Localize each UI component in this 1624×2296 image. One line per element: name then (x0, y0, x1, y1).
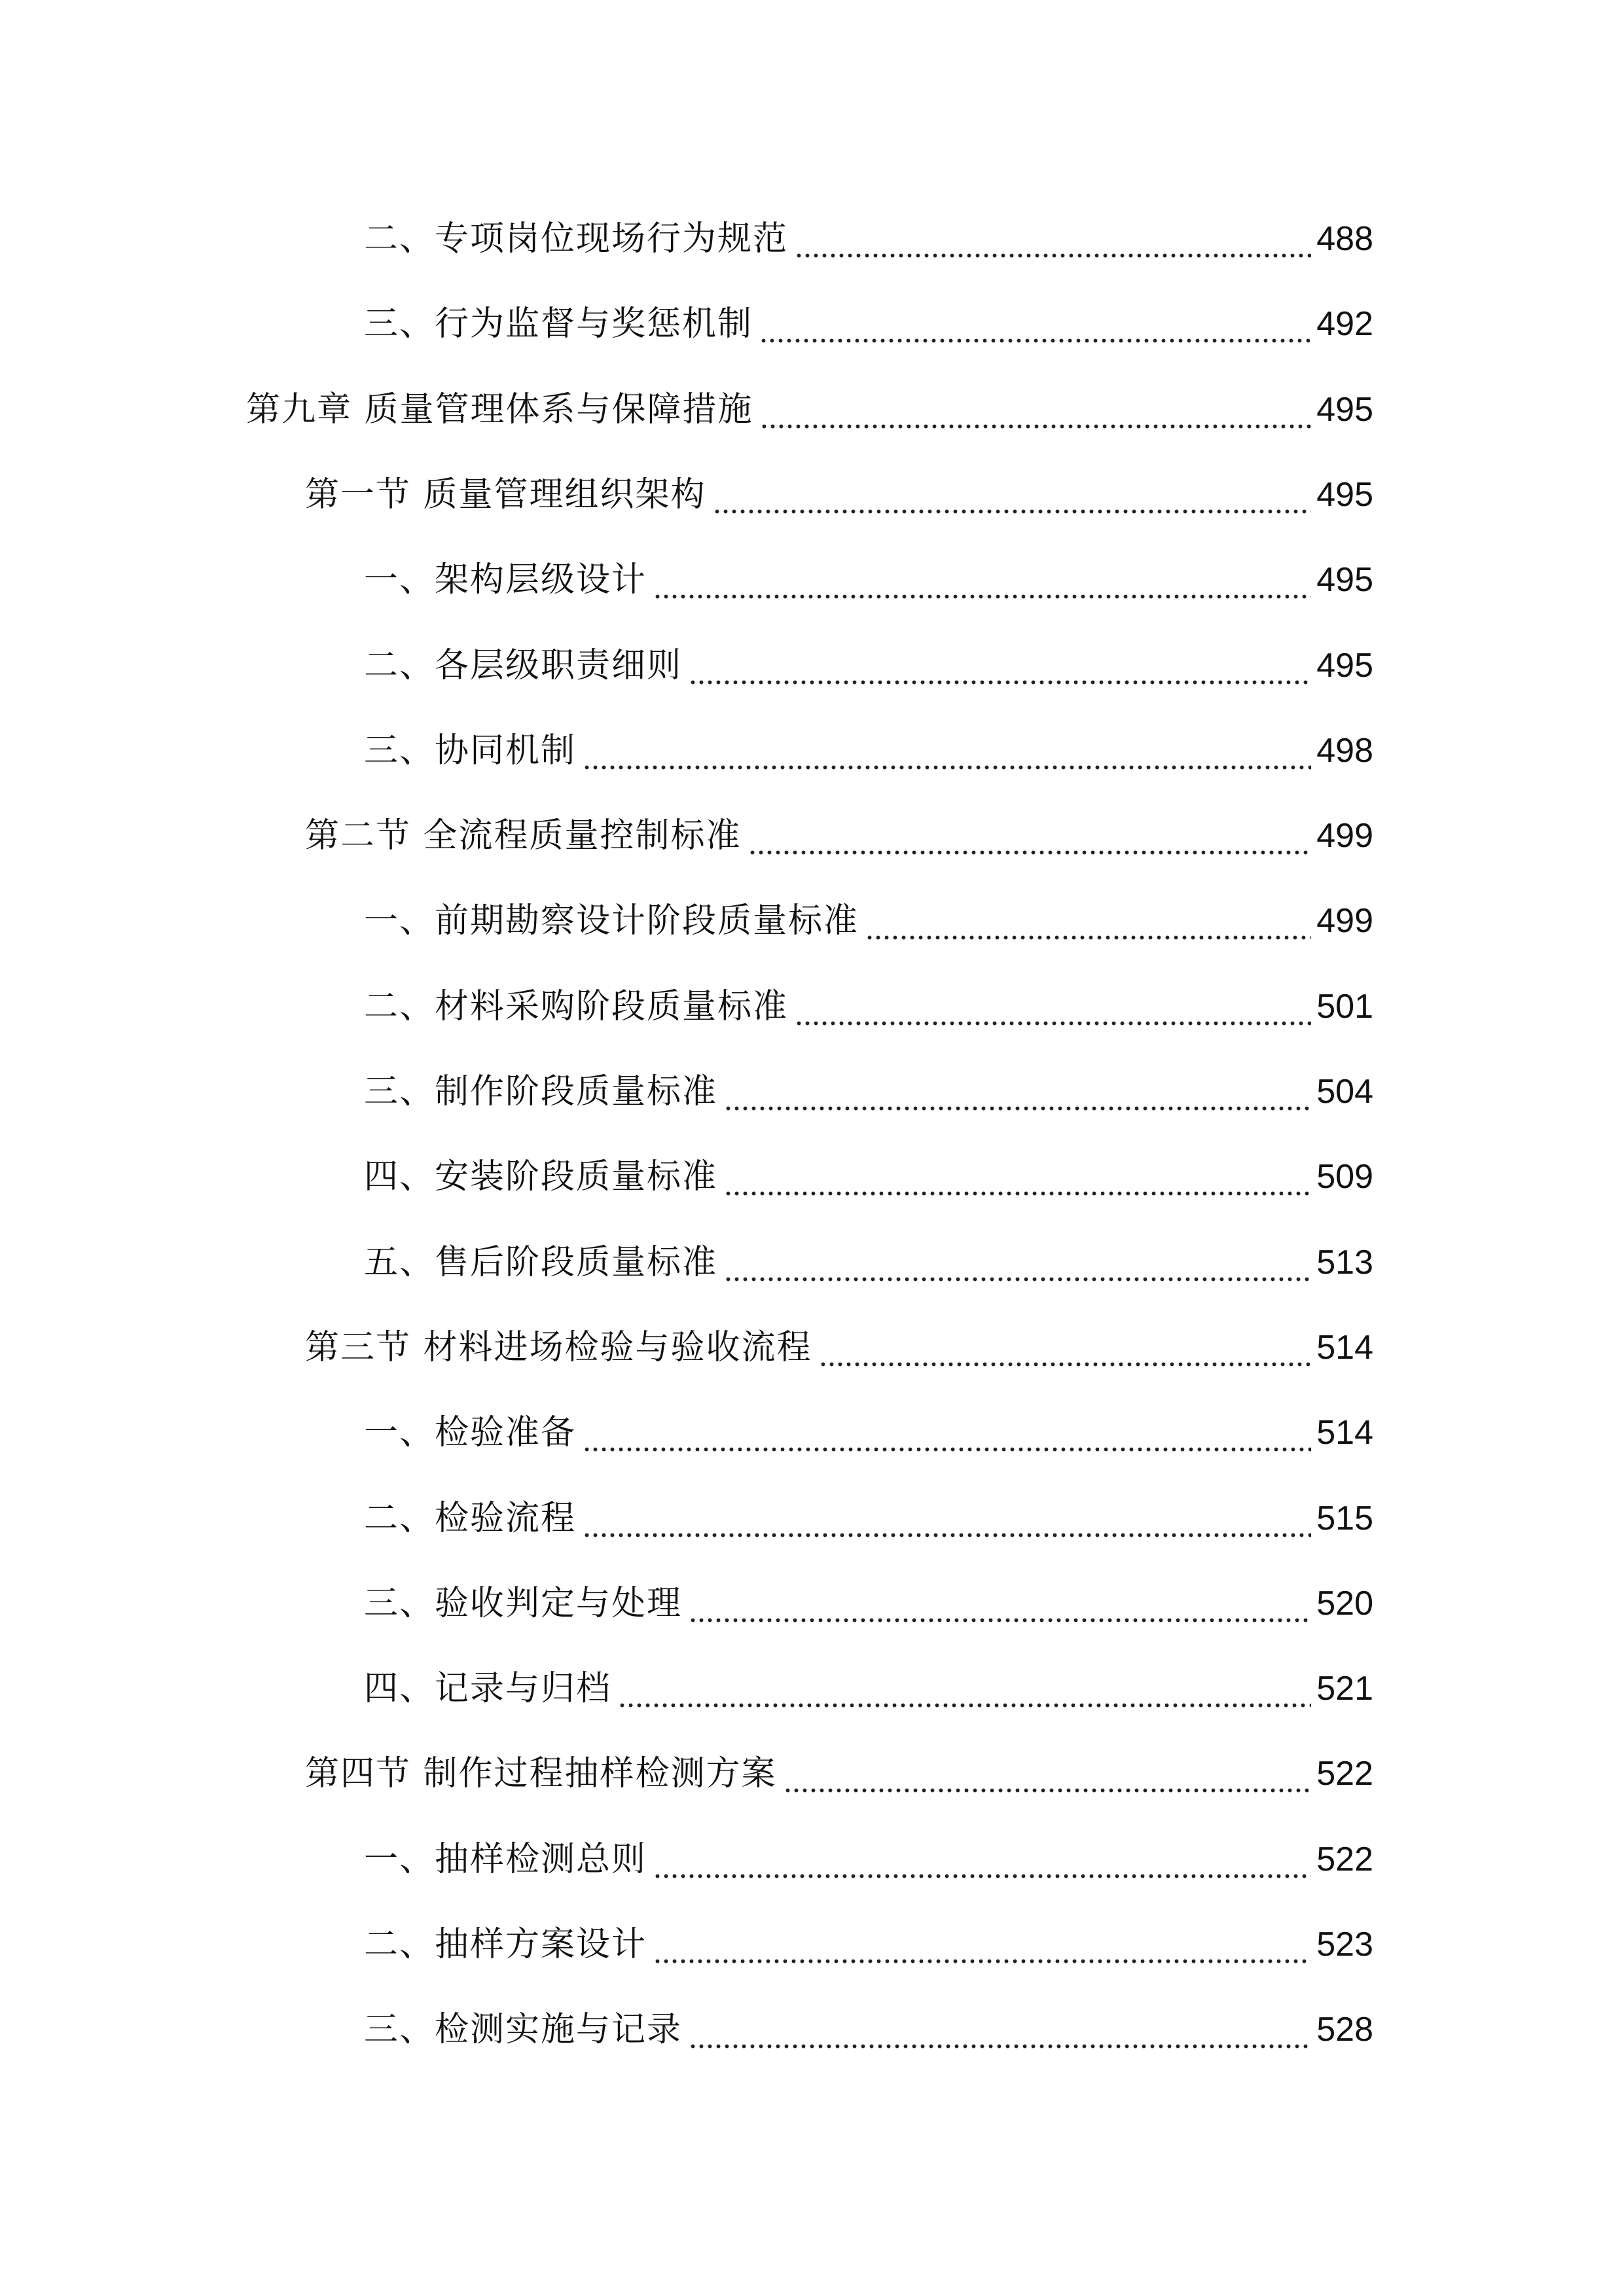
toc-entry-title: 二、检验流程 (364, 1499, 577, 1538)
toc-entry-title: 四、安装阶段质量标准 (364, 1157, 718, 1196)
toc-entry-page-number: 495 (1316, 647, 1373, 685)
toc-entry-page-number: 495 (1316, 476, 1373, 514)
toc-entry-page-number: 521 (1316, 1670, 1373, 1708)
dot-leader (724, 1233, 1311, 1292)
toc-entry[interactable] (364, 1574, 1373, 1633)
dot-leader (689, 636, 1311, 695)
toc-entry[interactable] (364, 2000, 1373, 2059)
dot-leader (760, 380, 1312, 439)
toc-entry[interactable] (364, 891, 1373, 950)
toc-entry-title: 三、行为监督与奖惩机制 (364, 304, 753, 344)
toc-entry-page-number: 514 (1316, 1329, 1373, 1367)
toc-entry-page-number: 523 (1316, 1926, 1373, 1964)
toc-entry-page-number: 499 (1316, 817, 1373, 855)
toc-entry-title: 第四节 制作过程抽样检测方案 (305, 1754, 777, 1793)
toc-entry-title: 五、售后阶段质量标准 (364, 1243, 718, 1282)
toc-entry-page-number: 488 (1316, 220, 1373, 258)
toc-entry[interactable] (364, 1915, 1373, 1974)
toc-entry[interactable] (364, 550, 1373, 609)
toc-entry-page-number: 498 (1316, 732, 1373, 770)
dot-leader (724, 1062, 1311, 1121)
toc-entry-title: 四、记录与归档 (364, 1669, 612, 1708)
toc-entry[interactable] (364, 295, 1373, 353)
toc-entry-title: 一、检验准备 (364, 1413, 577, 1452)
toc-entry-page-number: 495 (1316, 391, 1373, 429)
dot-leader (784, 1744, 1312, 1803)
toc-entry-page-number: 509 (1316, 1158, 1373, 1196)
dot-leader (819, 1318, 1312, 1377)
toc-entry-page-number: 499 (1316, 902, 1373, 940)
toc-entry[interactable] (364, 209, 1373, 268)
dot-leader (713, 465, 1312, 524)
toc-entry-title: 二、抽样方案设计 (364, 1925, 647, 1964)
toc-entry-title: 一、抽样检测总则 (364, 1840, 647, 1879)
dot-leader (689, 1574, 1311, 1633)
dot-leader (795, 977, 1311, 1036)
toc-entry-page-number: 501 (1316, 988, 1373, 1026)
toc-entry[interactable] (364, 977, 1373, 1036)
toc-entry[interactable] (364, 1062, 1373, 1121)
toc-entry[interactable] (364, 1233, 1373, 1292)
toc-entry[interactable] (364, 1830, 1373, 1889)
toc-entry[interactable] (305, 465, 1373, 524)
toc-entry-page-number: 522 (1316, 1840, 1373, 1878)
toc-entry-title: 第一节 质量管理组织架构 (305, 475, 706, 514)
toc-entry-title: 三、协同机制 (364, 731, 577, 770)
toc-entry-page-number: 514 (1316, 1414, 1373, 1452)
toc-entry-page-number: 520 (1316, 1585, 1373, 1623)
dot-leader (618, 1659, 1311, 1718)
toc-entry-title: 三、检测实施与记录 (364, 2010, 683, 2049)
toc-entry[interactable] (305, 1744, 1373, 1803)
dot-leader (653, 1915, 1311, 1974)
toc-entry-title: 第二节 全流程质量控制标准 (305, 816, 742, 855)
toc-entry-title: 二、材料采购阶段质量标准 (364, 987, 789, 1026)
dot-leader (653, 1830, 1311, 1889)
toc-entry-page-number: 528 (1316, 2011, 1373, 2049)
toc-entry-page-number: 515 (1316, 1499, 1373, 1537)
toc-entry-page-number: 522 (1316, 1755, 1373, 1793)
toc-entry-title: 三、制作阶段质量标准 (364, 1072, 718, 1111)
toc-entry-title: 二、各层级职责细则 (364, 646, 683, 685)
toc-entry-title: 二、专项岗位现场行为规范 (364, 219, 789, 259)
dot-leader (759, 295, 1311, 353)
toc-entry[interactable] (246, 380, 1373, 439)
dot-leader (748, 806, 1312, 865)
toc-entry[interactable] (364, 1147, 1373, 1206)
toc-entry[interactable] (305, 1318, 1373, 1377)
toc-entry[interactable] (364, 1659, 1373, 1718)
toc-entry-title: 第九章 质量管理体系与保障措施 (246, 390, 753, 429)
toc-entry-title: 三、验收判定与处理 (364, 1584, 683, 1623)
dot-leader (795, 209, 1311, 268)
dot-leader (653, 550, 1311, 609)
toc-entry[interactable] (364, 1489, 1373, 1548)
toc-entry-page-number: 492 (1316, 305, 1373, 343)
dot-leader (583, 721, 1311, 780)
dot-leader (724, 1147, 1311, 1206)
dot-leader (583, 1489, 1311, 1548)
toc-entry-page-number: 495 (1316, 561, 1373, 599)
toc-entry-page-number: 513 (1316, 1244, 1373, 1282)
dot-leader (583, 1403, 1311, 1462)
dot-leader (689, 2000, 1311, 2059)
toc-entry[interactable] (364, 636, 1373, 695)
toc-entry-page-number: 504 (1316, 1073, 1373, 1111)
toc-entry-title: 一、架构层级设计 (364, 560, 647, 600)
toc-entry-title: 一、前期勘察设计阶段质量标准 (364, 901, 859, 941)
dot-leader (865, 891, 1311, 950)
toc-entry[interactable] (305, 806, 1373, 865)
toc-entry-title: 第三节 材料进场检验与验收流程 (305, 1328, 812, 1367)
toc-entry[interactable] (364, 721, 1373, 780)
toc-entry[interactable] (364, 1403, 1373, 1462)
